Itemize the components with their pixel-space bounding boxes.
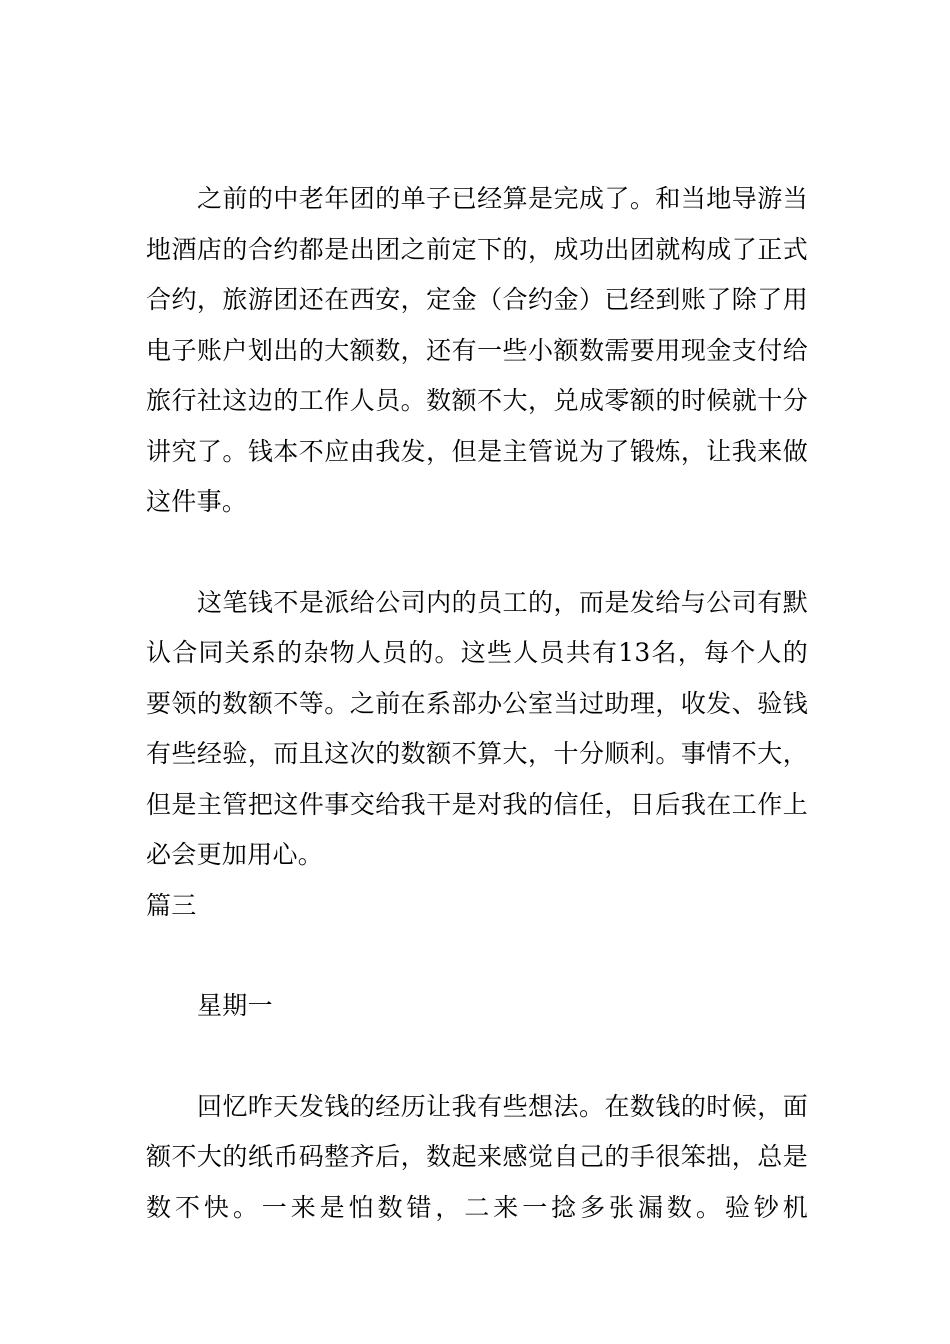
section-title: 篇三 <box>146 890 197 920</box>
section-spacer <box>146 931 808 981</box>
day-spacer <box>146 1032 808 1082</box>
day-heading: 星期一 <box>197 991 273 1020</box>
paragraph-spacer <box>146 528 808 578</box>
paragraph-2: 这笔钱不是派给公司内的员工的，而是发给与公司有默认合同关系的杂物人员的。这些人员共有13名，每个人的要领的数额不等。之前在系部办公室当过助理，收发、验钱有些经验，而且这次的数额不算大，十分顺利。事情不大，但是主管把这件事交给我干是对我的信任，日后我在工作上必会更加用心。 <box>146 587 808 869</box>
paragraph-1: 之前的中老年团的单子已经算是完成了。和当地导游当地酒店的合约都是出团之前定下的，成功出团就构成了正式合约，旅游团还在西安，定金（合约金）已经到账了除了用电子账户划出的大额数，还有一些小额数需要用现金支付给旅行社这边的工作人员。数额不大，兑成零额的时候就十分讲究了。钱本不应由我发，但是主管说为了锻炼，让我来做这件事。 <box>146 184 808 516</box>
document-body <box>146 174 808 1233</box>
paragraph-3: 回忆昨天发钱的经历让我有些想法。在数钱的时候，面额不大的纸币码整齐后，数起来感觉自己的手很笨拙，总是数不快。一来是怕数错，二来一捻多张漏数。验钞机 <box>146 1091 808 1222</box>
